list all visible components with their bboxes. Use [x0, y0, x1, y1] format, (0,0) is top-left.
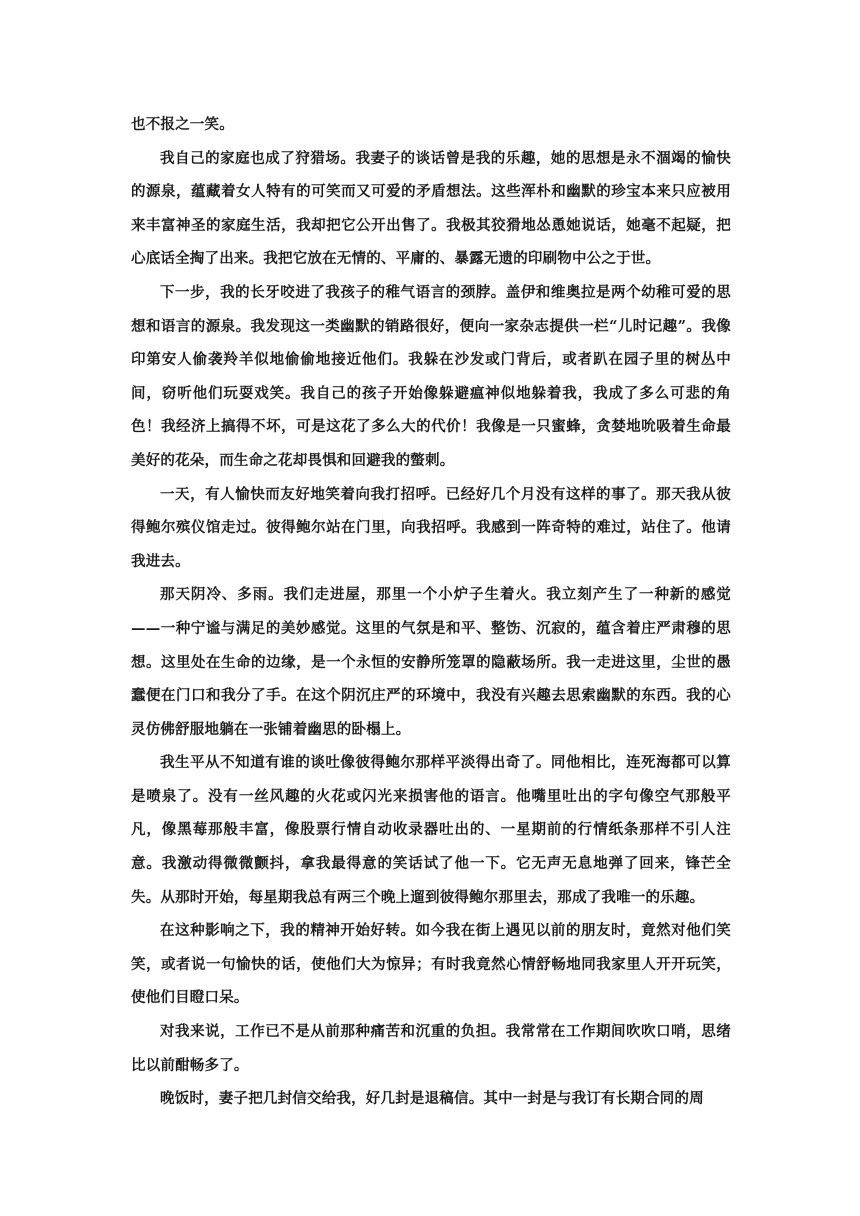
document-body: [131, 108, 731, 1116]
paragraph: 我生平从不知道有谁的谈吐像彼得鲍尔那样平淡得出奇了。同他相比，连死海都可以算是喷泉了。没有一丝风趣的火花或闪光来损害他的语言。他嘴里吐出的字句像空气那般平凡，像黑莓那般丰富，像股票行情自动收录器吐出的、一星期前的行情纸条那样不引人注意。我激动得微微颤抖，拿我最得意的笑话试了他一下。它无声无息地弹了回来，锋芒全失。从那时开始，每星期我总有两三个晚上遛到彼得鲍尔那里去，那成了我唯一的乐趣。: [131, 754, 731, 906]
paragraph: 下一步，我的长牙咬进了我孩子的稚气语言的颈脖。盖伊和维奥拉是两个幼稚可爱的思想和语言的源泉。我发现这一类幽默的销路很好，便向一家杂志提供一栏“儿时记趣”。我像印第安人偷袭羚羊似地偷偷地接近他们。我躲在沙发或门背后，或者趴在园子里的树丛中间，窃听他们玩耍戏笑。我自己的孩子开始像躲避瘟神似地躲着我，我成了多么可悲的角色！我经济上搞得不坏，可是这花了多么大的代价！我像是一只蜜蜂，贪婪地吮吸着生命最美好的花朵，而生命之花却畏惧和回避我的螫刺。: [131, 283, 731, 469]
paragraph: 在这种影响之下，我的精神开始好转。如今我在街上遇见以前的朋友时，竟然对他们笑笑，或者说一句愉快的话，使他们大为惊异；有时我竟然心情舒畅地同我家里人开开玩笑，使他们目瞪口呆。: [131, 922, 731, 1007]
paragraph: 对我来说，工作已不是从前那种痛苦和沉重的负担。我常常在工作期间吹吹口哨，思绪比以前酣畅多了。: [131, 1023, 731, 1074]
paragraph: 一天，有人愉快而友好地笑着向我打招呼。已经好几个月没有这样的事了。那天我从彼得鲍尔殡仪馆走过。彼得鲍尔站在门里，向我招呼。我感到一阵奇特的难过，站住了。他请我进去。: [131, 485, 731, 570]
paragraph: 我自己的家庭也成了狩猎场。我妻子的谈话曾是我的乐趣，她的思想是永不涸竭的愉快的源泉，蕴藏着女人特有的可笑而又可爱的矛盾想法。这些浑朴和幽默的珍宝本来只应被用来丰富神圣的家庭生活，我却把它公开出售了。我极其狡猾地怂恿她说话，她毫不起疑，把心底话全掏了出来。我把它放在无情的、平庸的、暴露无遗的印刷物中公之于世。: [131, 149, 731, 268]
paragraph: 晚饭时，妻子把几封信交给我，好几封是退稿信。其中一封是与我订有长期合同的周: [160, 1090, 704, 1108]
paragraph: 也不报之一笑。: [131, 116, 234, 133]
paragraph: 那天阴冷、多雨。我们走进屋，那里一个小炉子生着火。我立刻产生了一种新的感觉——一种宁谧与满足的美妙感觉。这里的气氛是和平、整饬、沉寂的，蕴含着庄严肃穆的思想。这里处在生命的边缘，是一个永恒的安静所笼罩的隐蔽场所。我一走进这里，尘世的愚蠢便在门口和我分了手。在这个阴沉庄严的环境中，我没有兴趣去思索幽默的东西。我的心灵仿佛舒服地躺在一张铺着幽思的卧榻上。: [131, 586, 731, 738]
